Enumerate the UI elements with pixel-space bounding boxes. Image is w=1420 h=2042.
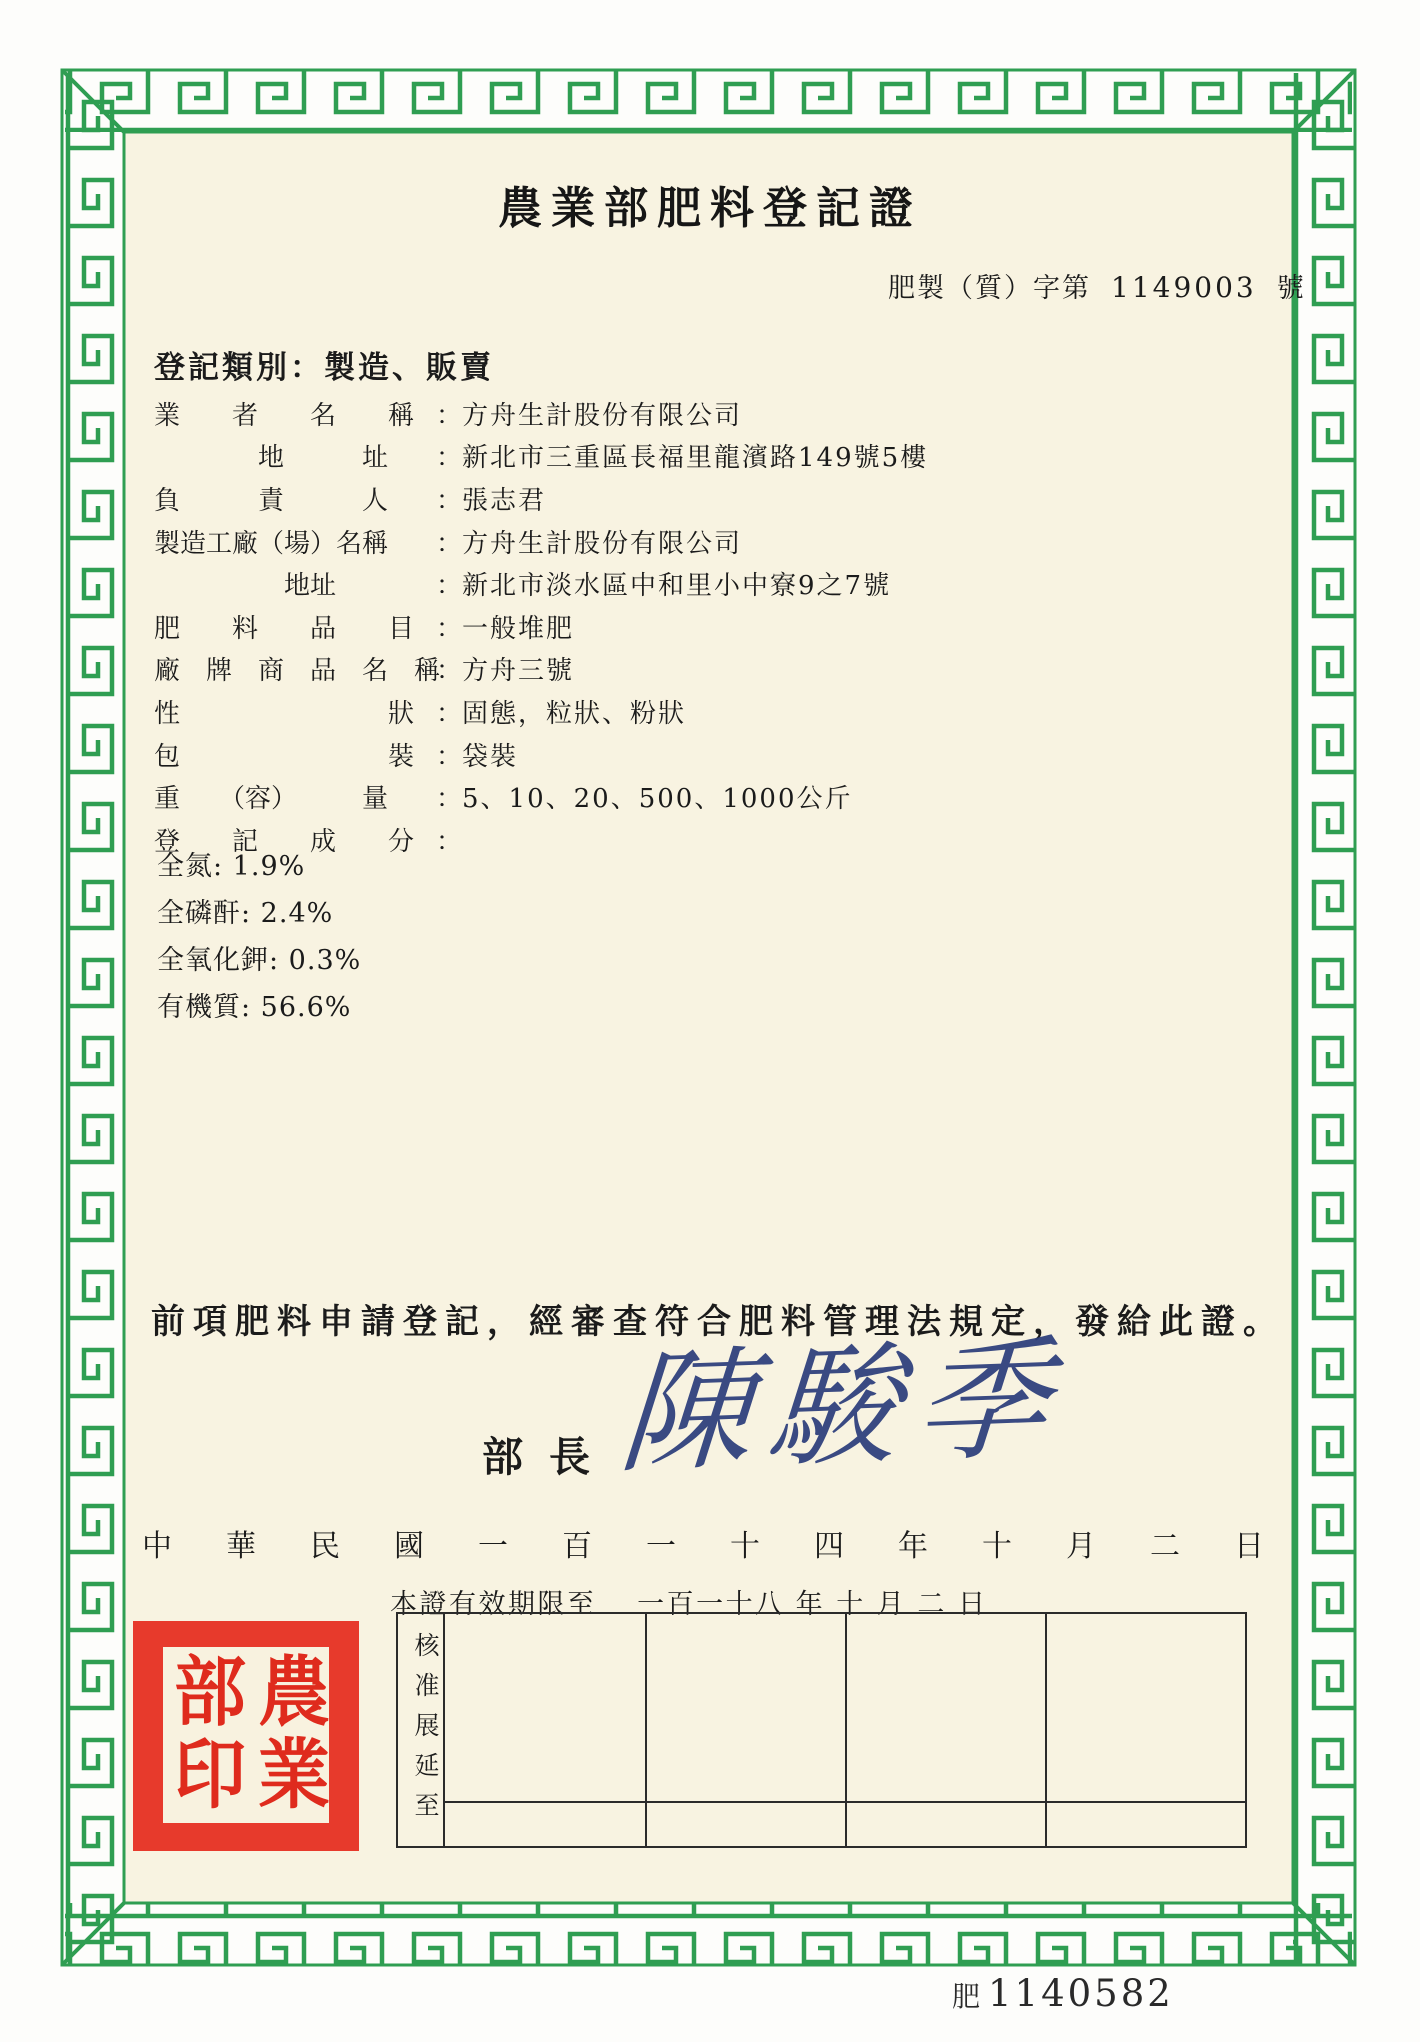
serial-prefix: 肥製（質）字第 (888, 273, 1091, 304)
date-char: 二 (1150, 1529, 1180, 1564)
field-value: 新北市淡水區中和里小中寮9之7號 (462, 571, 892, 602)
field-colon: ： (436, 571, 463, 602)
seal-inner-face (163, 1647, 329, 1823)
renewal-cell (445, 1614, 645, 1801)
field-row (154, 520, 1284, 563)
field-colon: ： (436, 485, 463, 516)
field-label: 肥 料 品 目 (154, 613, 415, 644)
renewal-table (396, 1612, 1247, 1848)
issuing-statement: 前項肥料申請登記，經審查符合肥料管理法規定，發給此證。 (151, 1302, 1285, 1342)
certificate-title: 農業部肥料登記證 (498, 183, 922, 234)
renewal-cell (645, 1801, 845, 1846)
field-colon: ： (436, 741, 463, 772)
footer-serial-number: 1140582 (988, 1972, 1174, 2015)
field-colon: ： (436, 528, 463, 559)
renewal-cell (845, 1801, 1045, 1846)
field-label: 重 （容） 量 (154, 784, 389, 815)
renewal-cell (1045, 1801, 1245, 1846)
field-label: 地 址 (154, 443, 389, 474)
field-value: 袋裝 (462, 741, 519, 772)
field-colon: ： (436, 826, 463, 857)
field-colon: ： (436, 656, 463, 687)
field-value: 方舟生計股份有限公司 (462, 528, 743, 559)
date-char: 十 (982, 1529, 1012, 1564)
composition-item: 全氧化鉀: 0.3% (157, 945, 362, 976)
date-char: 華 (226, 1529, 256, 1564)
renewal-cell (445, 1801, 645, 1846)
field-colon: ： (436, 613, 463, 644)
minister-title: 部長 (482, 1433, 616, 1481)
date-char: 一 (646, 1529, 676, 1564)
composition-item: 全氮: 1.9% (157, 851, 306, 882)
serial-number: 1149003 (1111, 271, 1257, 304)
date-char: 四 (814, 1529, 844, 1564)
field-value: 方舟生計股份有限公司 (462, 400, 743, 431)
validity-line: 本證有效期限至 一百一十八 年 十 月 二 日 (390, 1589, 988, 1620)
field-row (154, 648, 1284, 691)
field-row (154, 562, 1284, 605)
field-label: 負 責 人 (154, 485, 389, 516)
field-row (154, 392, 1284, 435)
field-colon: ： (436, 698, 463, 729)
field-label: 登 記 成 分 (154, 826, 415, 857)
date-char: 中 (142, 1529, 172, 1564)
renewal-row-label: 核准展延至 (398, 1614, 445, 1846)
date-char: 日 (1234, 1529, 1264, 1564)
field-row (154, 775, 1284, 818)
field-label: 廠 牌 商 品 名 稱 (154, 656, 441, 687)
footer-serial (952, 1972, 1174, 2015)
certificate-serial-line (888, 266, 1306, 305)
field-row (154, 477, 1284, 520)
field-value: 新北市三重區長福里龍濱路149號5樓 (462, 443, 929, 474)
serial-suffix: 號 (1276, 273, 1306, 304)
issue-date-line (142, 1521, 1264, 1565)
field-value: 一般堆肥 (462, 613, 575, 644)
field-value: 張志君 (462, 485, 547, 516)
field-row (154, 733, 1284, 776)
date-char: 年 (898, 1529, 928, 1564)
date-char: 十 (730, 1529, 760, 1564)
renewal-cell (1045, 1614, 1245, 1801)
date-char: 月 (1066, 1529, 1096, 1564)
renewal-cell (845, 1614, 1045, 1801)
footer-serial-prefix: 肥 (952, 1980, 981, 2013)
field-row (154, 435, 1284, 478)
date-char: 百 (562, 1529, 592, 1564)
field-value: 固態，粒狀、粉狀 (462, 698, 687, 729)
minister-signature: 陳駿季 (614, 1322, 1070, 1492)
composition-item: 有機質: 56.6% (157, 992, 352, 1023)
field-label: 性 狀 (154, 698, 415, 729)
registration-category: 登記類別：製造、販賣 (154, 350, 494, 386)
field-row (154, 605, 1284, 648)
field-row (154, 690, 1284, 733)
date-char: 一 (478, 1529, 508, 1564)
field-label: 製造工廠（場）名稱 (154, 528, 389, 559)
date-char: 民 (310, 1529, 340, 1564)
field-label: 業 者 名 稱 (154, 400, 415, 431)
field-value: 方舟三號 (462, 656, 575, 687)
field-label: 包 裝 (154, 741, 415, 772)
composition-list (157, 840, 361, 1028)
field-colon: ： (436, 784, 463, 815)
field-colon: ： (436, 400, 463, 431)
composition-item: 全磷酐: 2.4% (157, 898, 334, 929)
registration-fields (154, 392, 1284, 861)
seal-script-text: 農業部印 (162, 1651, 331, 1817)
official-seal (133, 1621, 359, 1851)
renewal-grid (445, 1614, 1245, 1846)
field-value: 5、10、20、500、1000公斤 (462, 784, 853, 815)
field-colon: ： (436, 443, 463, 474)
date-char: 國 (394, 1529, 424, 1564)
renewal-cell (645, 1614, 845, 1801)
field-label: 地址 (154, 571, 337, 602)
